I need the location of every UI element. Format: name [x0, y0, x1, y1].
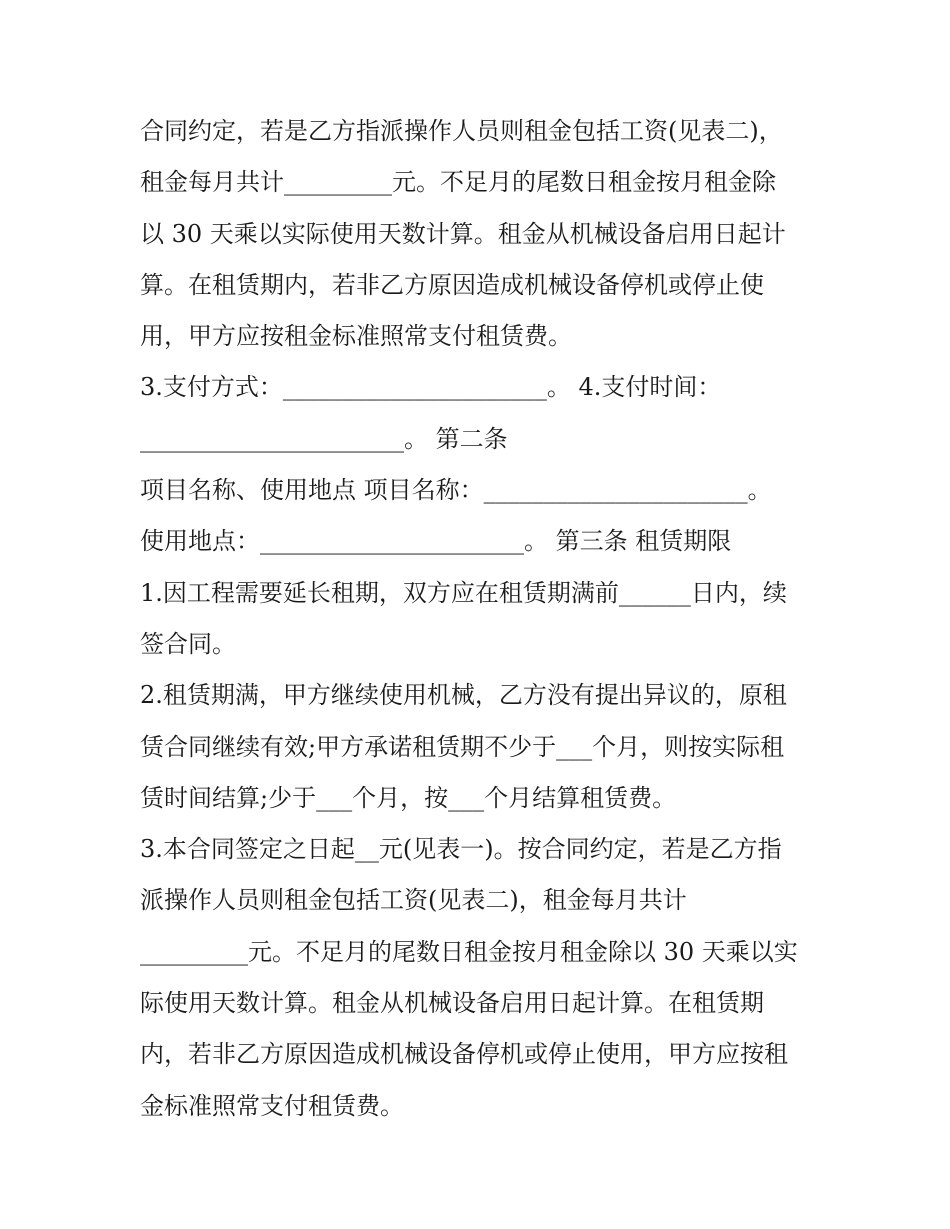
- contract-text: [140, 106, 820, 1132]
- text-line: 合同约定，若是乙方指派操作人员则租金包括工资(见表二)，: [140, 117, 783, 145]
- text-line: 际使用天数计算。租金从机械设备启用日起计算。在租赁期: [140, 989, 764, 1018]
- text-line: ______________________。 第二条: [140, 424, 508, 453]
- text-line: 金标准照常支付租赁费。: [140, 1091, 404, 1120]
- text-line: 用，甲方应按租金标准照常支付租赁费。: [140, 322, 572, 351]
- text-line: 使用地点：______________________。 第三条 租赁期限: [140, 527, 732, 556]
- text-line: 项目名称、使用地点 项目名称：______________________。: [140, 476, 772, 505]
- text-line: 赁时间结算;少于___个月，按___个月结算租赁费。: [140, 783, 677, 812]
- text-line: 1.因工程需要延长租期，双方应在租赁期满前______日内，续: [140, 578, 787, 607]
- text-line: 派操作人员则租金包括工资(见表二)，租金每月共计: [140, 886, 687, 915]
- text-line: 赁合同继续有效;甲方承诺租赁期不少于___个月，则按实际租: [140, 732, 785, 761]
- text-line: 以 30 天乘以实际使用天数计算。租金从机械设备启用日起计: [140, 219, 786, 248]
- text-line: 签合同。: [140, 629, 236, 658]
- text-line: 2.租赁期满，甲方继续使用机械，乙方没有提出异议的，原租: [140, 681, 787, 710]
- text-line: 租金每月共计_________元。不足月的尾数日租金按月租金除: [140, 168, 776, 197]
- text-line: _________元。不足月的尾数日租金按月租金除以 30 天乘以实: [140, 937, 798, 966]
- text-line: 内，若非乙方原因造成机械设备停机或停止使用，甲方应按租: [140, 1040, 788, 1069]
- text-line: 算。在租赁期内，若非乙方原因造成机械设备停机或停止使: [140, 270, 764, 299]
- text-line: 3.支付方式：______________________。 4.支付时间：: [140, 373, 722, 402]
- text-line: 3.本合同签定之日起__元(见表一)。按合同约定，若是乙方指: [140, 835, 782, 864]
